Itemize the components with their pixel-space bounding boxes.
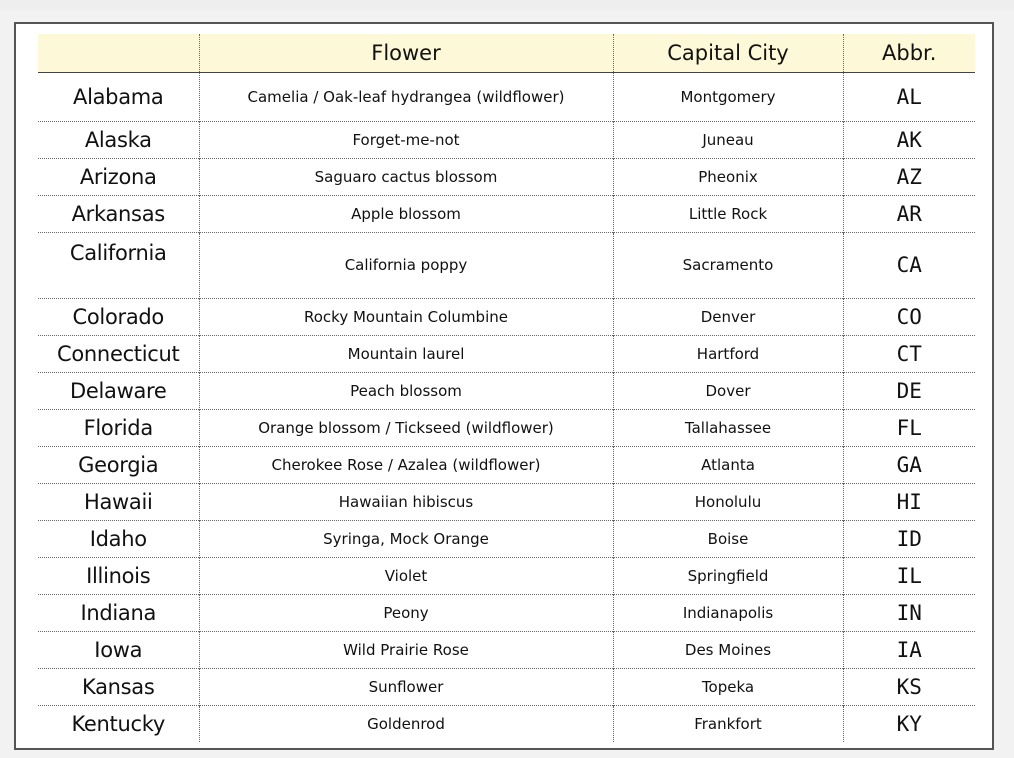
table-row	[38, 557, 975, 594]
table-row	[38, 705, 975, 742]
state-name: Arkansas	[38, 195, 199, 232]
header-abbr: Abbr.	[843, 34, 975, 72]
state-name: Georgia	[38, 446, 199, 483]
table-row	[38, 409, 975, 446]
state-abbr: HI	[843, 483, 975, 520]
state-abbr: AZ	[843, 158, 975, 195]
table-row	[38, 520, 975, 557]
table-row	[38, 594, 975, 631]
state-name: California	[38, 232, 199, 298]
capital-city: Frankfort	[613, 705, 843, 742]
capital-city: Honolulu	[613, 483, 843, 520]
state-flower: Syringa, Mock Orange	[199, 520, 613, 557]
table-row	[38, 72, 975, 121]
state-name: Kansas	[38, 668, 199, 705]
state-abbr: AL	[843, 72, 975, 121]
state-name: Colorado	[38, 298, 199, 335]
header-row	[38, 34, 975, 72]
state-flower: Orange blossom / Tickseed (wildflower)	[199, 409, 613, 446]
table-row	[38, 372, 975, 409]
table-row	[38, 446, 975, 483]
state-flower: Hawaiian hibiscus	[199, 483, 613, 520]
table-row	[38, 121, 975, 158]
capital-city: Indianapolis	[613, 594, 843, 631]
state-abbr: AR	[843, 195, 975, 232]
state-name: Arizona	[38, 158, 199, 195]
state-flower: Violet	[199, 557, 613, 594]
table-row	[38, 631, 975, 668]
state-abbr: ID	[843, 520, 975, 557]
capital-city: Atlanta	[613, 446, 843, 483]
header-flower: Flower	[199, 34, 613, 72]
top-band	[0, 0, 1014, 10]
state-name: Indiana	[38, 594, 199, 631]
header-capital: Capital City	[613, 34, 843, 72]
table-row	[38, 668, 975, 705]
capital-city: Dover	[613, 372, 843, 409]
state-flower: Mountain laurel	[199, 335, 613, 372]
state-flower: Sunflower	[199, 668, 613, 705]
table-row	[38, 335, 975, 372]
capital-city: Topeka	[613, 668, 843, 705]
state-name: Illinois	[38, 557, 199, 594]
state-abbr: FL	[843, 409, 975, 446]
state-abbr: GA	[843, 446, 975, 483]
capital-city: Hartford	[613, 335, 843, 372]
state-abbr: KS	[843, 668, 975, 705]
state-abbr: IA	[843, 631, 975, 668]
state-name: Idaho	[38, 520, 199, 557]
table-row	[38, 195, 975, 232]
state-flowers-table	[38, 34, 975, 742]
capital-city: Denver	[613, 298, 843, 335]
state-abbr: KY	[843, 705, 975, 742]
header-state	[38, 34, 199, 72]
state-abbr: IL	[843, 557, 975, 594]
capital-city: Pheonix	[613, 158, 843, 195]
state-flower: Apple blossom	[199, 195, 613, 232]
state-flower: Saguaro cactus blossom	[199, 158, 613, 195]
state-name: Delaware	[38, 372, 199, 409]
state-flower: Peony	[199, 594, 613, 631]
capital-city: Tallahassee	[613, 409, 843, 446]
capital-city: Boise	[613, 520, 843, 557]
state-name: Hawaii	[38, 483, 199, 520]
capital-city: Sacramento	[613, 232, 843, 298]
table-row	[38, 232, 975, 298]
state-flower: Cherokee Rose / Azalea (wildflower)	[199, 446, 613, 483]
state-abbr: IN	[843, 594, 975, 631]
document-sheet	[14, 22, 994, 750]
state-abbr: CO	[843, 298, 975, 335]
state-name: Florida	[38, 409, 199, 446]
capital-city: Springfield	[613, 557, 843, 594]
table-row	[38, 483, 975, 520]
capital-city: Montgomery	[613, 72, 843, 121]
capital-city: Little Rock	[613, 195, 843, 232]
state-name: Kentucky	[38, 705, 199, 742]
capital-city: Juneau	[613, 121, 843, 158]
state-abbr: CA	[843, 232, 975, 298]
capital-city: Des Moines	[613, 631, 843, 668]
table-row	[38, 158, 975, 195]
state-abbr: AK	[843, 121, 975, 158]
state-abbr: DE	[843, 372, 975, 409]
state-abbr: CT	[843, 335, 975, 372]
state-name: Alaska	[38, 121, 199, 158]
table-row	[38, 298, 975, 335]
state-flower: Goldenrod	[199, 705, 613, 742]
state-name: Connecticut	[38, 335, 199, 372]
state-name: Alabama	[73, 84, 164, 109]
state-flower: Forget-me-not	[199, 121, 613, 158]
state-name: Iowa	[38, 631, 199, 668]
state-flower: Peach blossom	[199, 372, 613, 409]
state-flower: Camelia / Oak-leaf hydrangea (wildflower)	[199, 72, 613, 121]
state-flower: California poppy	[199, 232, 613, 298]
state-flower: Wild Prairie Rose	[199, 631, 613, 668]
state-flower: Rocky Mountain Columbine	[199, 298, 613, 335]
